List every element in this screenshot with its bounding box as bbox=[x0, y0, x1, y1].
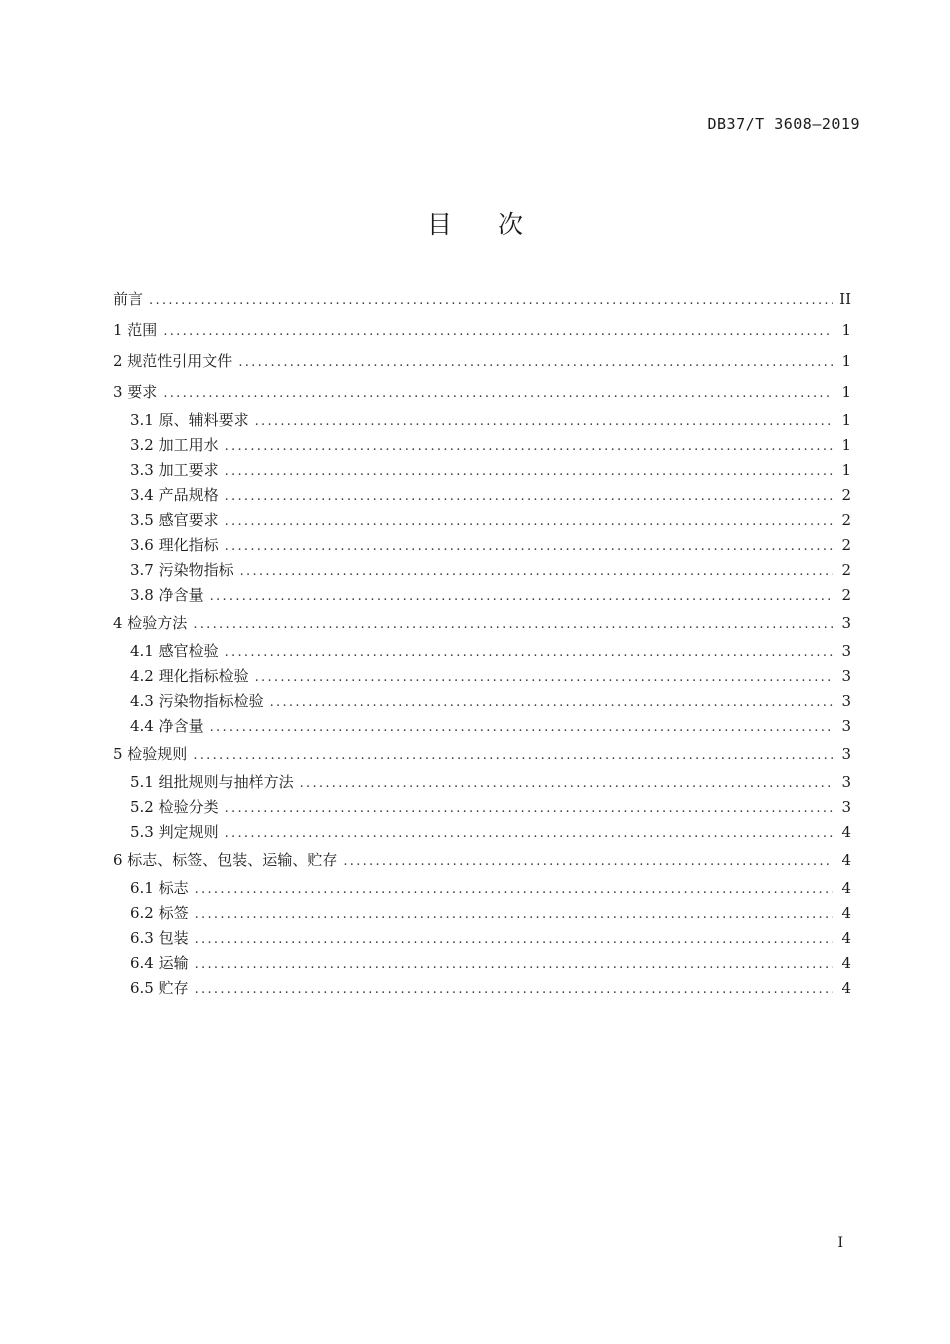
toc-entry-label: 5.1 组批规则与抽样方法 bbox=[130, 773, 294, 791]
toc-entry[interactable] bbox=[113, 876, 851, 901]
toc-entry-page: 1 bbox=[841, 321, 851, 339]
toc-entry-label: 6.3 包装 bbox=[130, 929, 189, 947]
toc-entry-label: 3.4 产品规格 bbox=[130, 486, 219, 504]
toc-entry-label: 5.2 检验分类 bbox=[130, 798, 219, 816]
toc-leader-dots bbox=[195, 902, 833, 927]
toc-entry[interactable] bbox=[113, 377, 851, 408]
toc-entry-page: 2 bbox=[841, 561, 851, 579]
toc-leader-dots bbox=[300, 771, 833, 796]
toc-entry[interactable] bbox=[113, 408, 851, 433]
toc-entry-page: II bbox=[839, 290, 851, 308]
toc-entry-page: 4 bbox=[841, 904, 851, 922]
toc-entry-label: 前言 bbox=[113, 290, 144, 308]
toc-entry-label: 6.5 贮存 bbox=[130, 979, 189, 997]
toc-leader-dots bbox=[210, 715, 833, 740]
toc-entry[interactable] bbox=[113, 433, 851, 458]
toc-entry[interactable] bbox=[113, 951, 851, 976]
page-number: I bbox=[837, 1235, 843, 1251]
toc-entry-label: 3 要求 bbox=[113, 383, 158, 401]
toc-entry[interactable] bbox=[113, 533, 851, 558]
toc-leader-dots bbox=[255, 665, 833, 690]
toc-entry-page: 3 bbox=[841, 614, 851, 632]
toc-leader-dots bbox=[210, 584, 833, 609]
toc-entry-label: 6.4 运输 bbox=[130, 954, 189, 972]
toc-entry-page: 4 bbox=[841, 851, 851, 869]
toc-entry-page: 1 bbox=[841, 383, 851, 401]
toc-entry[interactable] bbox=[113, 976, 851, 1001]
toc-entry-page: 4 bbox=[841, 979, 851, 997]
toc-title: 目次 bbox=[426, 210, 569, 239]
toc-entry[interactable] bbox=[113, 315, 851, 346]
toc-entry-page: 2 bbox=[841, 586, 851, 604]
toc-entry-label: 4.4 净含量 bbox=[130, 717, 204, 735]
toc-entry-page: 3 bbox=[841, 642, 851, 660]
toc-entry-page: 3 bbox=[841, 773, 851, 791]
document-code: DB37/T 3608—2019 bbox=[707, 115, 860, 133]
toc-entry-label: 6.1 标志 bbox=[130, 879, 189, 897]
toc-entry[interactable] bbox=[113, 608, 851, 639]
toc-entry[interactable] bbox=[113, 664, 851, 689]
toc-leader-dots bbox=[195, 977, 833, 1002]
toc-entry-label: 3.3 加工要求 bbox=[130, 461, 219, 479]
toc-entry-label: 2 规范性引用文件 bbox=[113, 352, 233, 370]
toc-leader-dots bbox=[195, 877, 833, 902]
toc-entry[interactable] bbox=[113, 689, 851, 714]
toc-leader-dots bbox=[163, 316, 833, 347]
toc-leader-dots bbox=[195, 927, 833, 952]
toc-entry-page: 3 bbox=[841, 745, 851, 763]
toc-entry-label: 3.2 加工用水 bbox=[130, 436, 219, 454]
toc-entry[interactable] bbox=[113, 714, 851, 739]
toc-entry-page: 1 bbox=[841, 436, 851, 454]
toc-entry-label: 6 标志、标签、包装、运输、贮存 bbox=[113, 851, 338, 869]
toc-leader-dots bbox=[343, 846, 833, 877]
toc-entry-page: 3 bbox=[841, 667, 851, 685]
toc-entry-label: 3.5 感官要求 bbox=[130, 511, 219, 529]
toc-leader-dots bbox=[225, 534, 833, 559]
toc-entry[interactable] bbox=[113, 926, 851, 951]
toc-entry-label: 6.2 标签 bbox=[130, 904, 189, 922]
toc-entry[interactable] bbox=[113, 845, 851, 876]
toc-entry-page: 4 bbox=[841, 879, 851, 897]
toc-leader-dots bbox=[238, 347, 833, 378]
toc-leader-dots bbox=[149, 285, 833, 316]
toc-leader-dots bbox=[225, 640, 833, 665]
toc-leader-dots bbox=[225, 509, 833, 534]
toc-entry-page: 1 bbox=[841, 411, 851, 429]
toc-entry-page: 4 bbox=[841, 929, 851, 947]
toc-leader-dots bbox=[225, 796, 833, 821]
toc-leader-dots bbox=[225, 459, 833, 484]
toc-leader-dots bbox=[255, 409, 833, 434]
toc-entry-label: 3.1 原、辅料要求 bbox=[130, 411, 249, 429]
toc-leader-dots bbox=[240, 559, 833, 584]
toc-leader-dots bbox=[225, 821, 833, 846]
toc-entry-page: 1 bbox=[841, 461, 851, 479]
toc-entry-page: 4 bbox=[841, 954, 851, 972]
toc-entry[interactable] bbox=[113, 639, 851, 664]
toc-entry[interactable] bbox=[113, 770, 851, 795]
toc-entry-label: 3.7 污染物指标 bbox=[130, 561, 234, 579]
toc-entry-label: 4.1 感官检验 bbox=[130, 642, 219, 660]
toc-leader-dots bbox=[195, 952, 833, 977]
toc-entry[interactable] bbox=[113, 346, 851, 377]
toc-leader-dots bbox=[163, 378, 833, 409]
toc-entry[interactable] bbox=[113, 458, 851, 483]
toc-entry[interactable] bbox=[113, 508, 851, 533]
toc-entry-page: 2 bbox=[841, 536, 851, 554]
toc-entry[interactable] bbox=[113, 483, 851, 508]
toc-entry-page: 4 bbox=[841, 823, 851, 841]
toc-entry-page: 2 bbox=[841, 486, 851, 504]
toc-entry[interactable] bbox=[113, 795, 851, 820]
toc-leader-dots bbox=[225, 434, 833, 459]
toc-entry[interactable] bbox=[113, 284, 851, 315]
toc-entry-page: 2 bbox=[841, 511, 851, 529]
toc-entry[interactable] bbox=[113, 901, 851, 926]
toc-entry-label: 3.8 净含量 bbox=[130, 586, 204, 604]
toc-entry-label: 1 范围 bbox=[113, 321, 158, 339]
toc-entry-label: 5 检验规则 bbox=[113, 745, 188, 763]
toc-entry[interactable] bbox=[113, 558, 851, 583]
toc-entry-page: 3 bbox=[841, 717, 851, 735]
toc-entry-page: 3 bbox=[841, 798, 851, 816]
toc-entry[interactable] bbox=[113, 583, 851, 608]
toc-leader-dots bbox=[270, 690, 833, 715]
toc-leader-dots bbox=[193, 609, 833, 640]
toc-entry[interactable] bbox=[113, 739, 851, 770]
toc-entry-label: 5.3 判定规则 bbox=[130, 823, 219, 841]
toc-entry-page: 1 bbox=[841, 352, 851, 370]
toc-leader-dots bbox=[225, 484, 833, 509]
toc-entry-label: 4 检验方法 bbox=[113, 614, 188, 632]
toc-entry-label: 4.2 理化指标检验 bbox=[130, 667, 249, 685]
toc-entry[interactable] bbox=[113, 820, 851, 845]
toc-entry-label: 3.6 理化指标 bbox=[130, 536, 219, 554]
toc-leader-dots bbox=[193, 740, 833, 771]
toc-entry-page: 3 bbox=[841, 692, 851, 710]
table-of-contents bbox=[113, 284, 851, 1001]
toc-entry-label: 4.3 污染物指标检验 bbox=[130, 692, 264, 710]
